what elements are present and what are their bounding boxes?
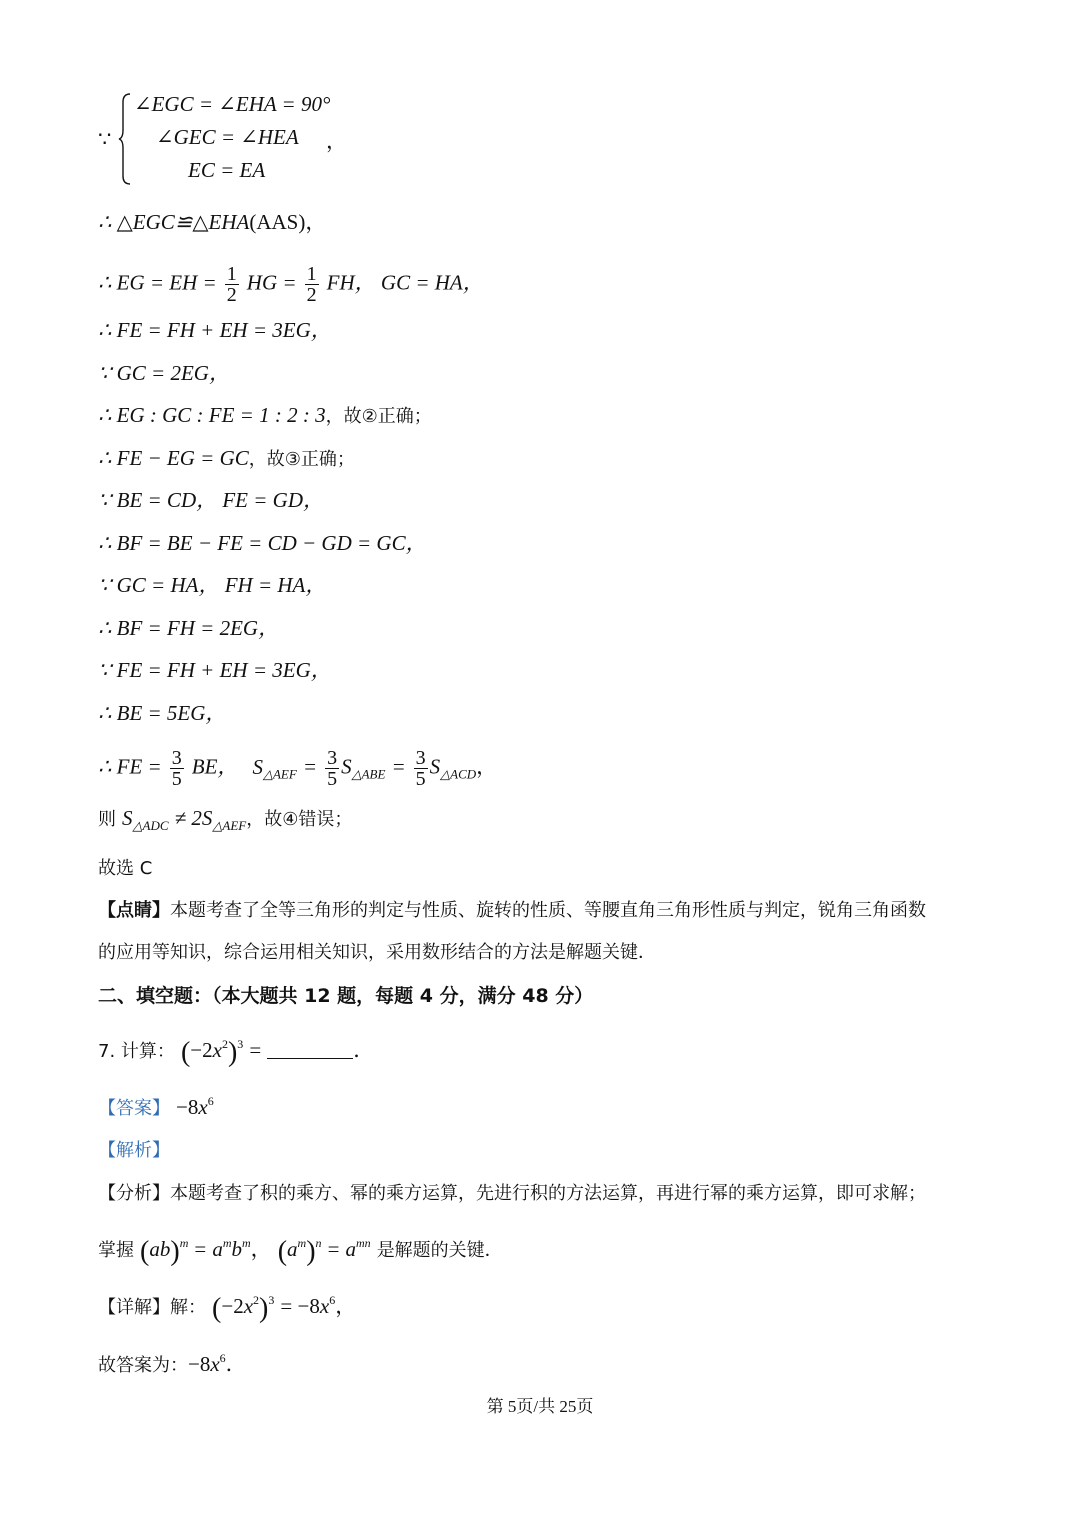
fenxi-line-2: 掌握 $(ab)^m = a^mb^m$， $(a^m)^n = a^{mn}$ 是解题的关键． [98, 1236, 503, 1267]
proof-conclusion: 故选 C [98, 858, 153, 879]
proof-line-7: ∵ BE = CD， FE = GD， [98, 488, 325, 512]
proof-line-13: ∴ FE = $\frac{3}{5}$ BE， $S_{\triangle AEF}$ = $\frac{3}{5}$ $S_{\triangle ABE}$ = $\frac{3}{5}$ $S_{\triangle ACD}$， [98, 747, 498, 790]
section-2-title: 二、填空题：（本大题共 12 题，每题 4 分，满分 48 分） [98, 985, 594, 1007]
question-7: 7. 计算： $(-2x^2)^3$ = ． [98, 1037, 375, 1068]
final-answer-line: 故答案为：$-8x^6$． [98, 1351, 247, 1376]
page-footer: 第 5页/共 25页 [486, 1397, 594, 1416]
dianjing-label: 【点睛】 [98, 900, 170, 921]
system-comma: ， [326, 129, 347, 153]
proof-line-11: ∵ FE = FH + EH = 3EG， [98, 658, 332, 682]
system-row-3: EC = EA [188, 158, 266, 182]
answer-line: 【答案】 $-8x^6$ [98, 1094, 214, 1119]
proof-line-9: ∵ GC = HA， FH = HA， [98, 573, 327, 597]
system-row-2: ∠GEC = ∠HEA [156, 125, 299, 149]
proof-line-5: ∴ EG : GC : FE = 1 : 2 : 3，故②正确； [98, 403, 432, 427]
answer-label: 【答案】 [98, 1098, 170, 1119]
left-brace [118, 92, 132, 186]
proof-line-10: ∴ BF = FH = 2EG， [98, 616, 280, 640]
proof-line-1: ∴ △EGC≌△EHA(AAS)， [98, 210, 327, 234]
fenxi-label: 【分析】 [98, 1183, 170, 1204]
proof-line-14: 则 $S_{\triangle ADC} \ne 2S_{\triangle AEF}$，故④错误； [98, 806, 353, 833]
system-row-1: ∠EGC = ∠EHA = 90° [134, 92, 331, 116]
xiangjie-label: 【详解】 [98, 1297, 170, 1318]
fraction-three-fifths-2: $\frac{3}{5}$ [327, 747, 338, 790]
fraction-half-2: $\frac{1}{2}$ [306, 263, 317, 306]
answer-blank [267, 1038, 353, 1059]
fraction-three-fifths-1: $\frac{3}{5}$ [171, 747, 182, 790]
jiexi-label: 【解析】 [98, 1140, 170, 1161]
proof-line-6: ∴ FE − EG = GC，故③正确； [98, 446, 355, 470]
proof-line-2: ∴ EG = EH = $\frac{1}{2}$ HG = $\frac{1}{2}$ FH， GC = HA， [98, 263, 484, 306]
proof-line-3: ∴ FE = FH + EH = 3EG， [98, 318, 332, 342]
fraction-three-fifths-3: $\frac{3}{5}$ [415, 747, 426, 790]
proof-line-8: ∴ BF = BE − FE = CD − GD = GC， [98, 531, 427, 555]
because-symbol: ∵ [98, 127, 112, 151]
fenxi-line-1: 【分析】本题考查了积的乘方、幂的乘方运算，先进行积的方法运算，再进行幂的乘方运算，即可求解； [98, 1183, 926, 1204]
fraction-half-1: $\frac{1}{2}$ [226, 263, 237, 306]
proof-line-4: ∵ GC = 2EG， [98, 361, 230, 385]
dianjing-line-2: 的应用等知识，综合运用相关知识，采用数形结合的方法是解题关键． [98, 942, 656, 963]
proof-line-12: ∴ BE = 5EG， [98, 701, 227, 725]
xiangjie-line: 【详解】解： $(-2x^2)^3 = -8x^6$， [98, 1293, 357, 1324]
dianjing-line-1: 【点睛】本题考查了全等三角形的判定与性质、旋转的性质、等腰直角三角形性质与判定，锐角三角函数 [98, 900, 926, 921]
